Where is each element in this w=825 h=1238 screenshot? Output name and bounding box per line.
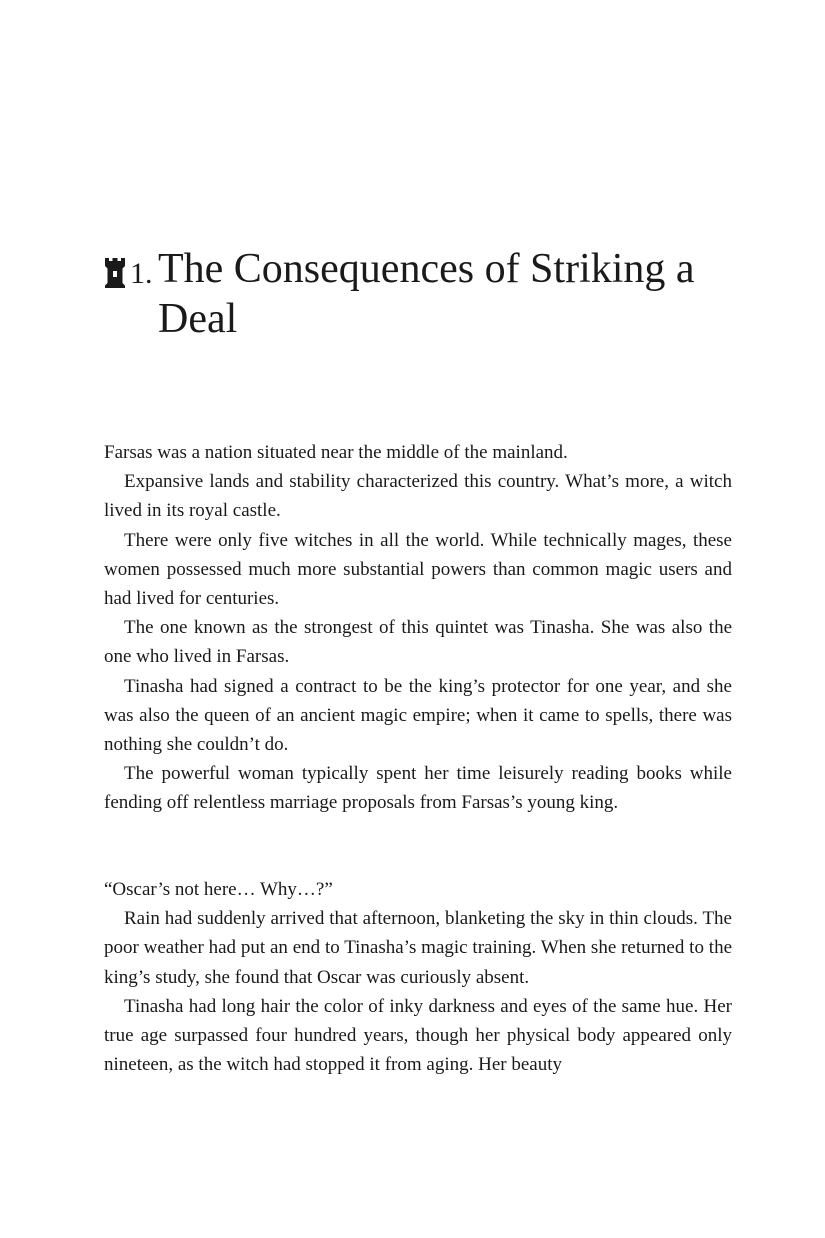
paragraph: The one known as the strongest of this quintet was Tinasha. She was also the one who lived in Farsas.: [104, 617, 732, 668]
paragraph: The powerful woman typically spent her time leisurely reading books while fending off relentless marriage proposals from Farsas’s young king.: [104, 763, 732, 814]
paragraph: Tinasha had signed a contract to be the king’s protector for one year, and she was also the queen of an ancient magic empire; when it came to spells, there was nothing she couldn’t do.: [104, 675, 732, 756]
paragraph: Farsas was a nation situated near the middle of the mainland.: [104, 442, 568, 463]
paragraph: “Oscar’s not here… Why…?”: [104, 879, 333, 900]
paragraph: There were only five witches in all the world. While technically mages, these women possessed much more substantial powers than common magic users and had lived for centuries.: [104, 529, 732, 610]
paragraph: Rain had suddenly arrived that afternoon, blanketing the sky in thin clouds. The poor weather had put an end to Tinasha’s magic training. When she returned to the king’s study, she found that Oscar was curiously absent.: [104, 908, 732, 988]
section-1: [104, 438, 732, 818]
chapter-number: 1.: [130, 257, 153, 290]
chapter-title: The Consequences of Striking a Deal: [158, 246, 695, 342]
paragraph: Expansive lands and stability characterized this country. What’s more, a witch lived in its royal castle.: [104, 471, 732, 522]
paragraph: Tinasha had long hair the color of inky darkness and eyes of the same hue. Her true age surpassed four hundred years, though her physical body appeared only nineteen, as the witch had stopped it from aging. Her beauty: [104, 995, 732, 1076]
section-2: [104, 875, 732, 1079]
tower-icon: [104, 258, 126, 288]
